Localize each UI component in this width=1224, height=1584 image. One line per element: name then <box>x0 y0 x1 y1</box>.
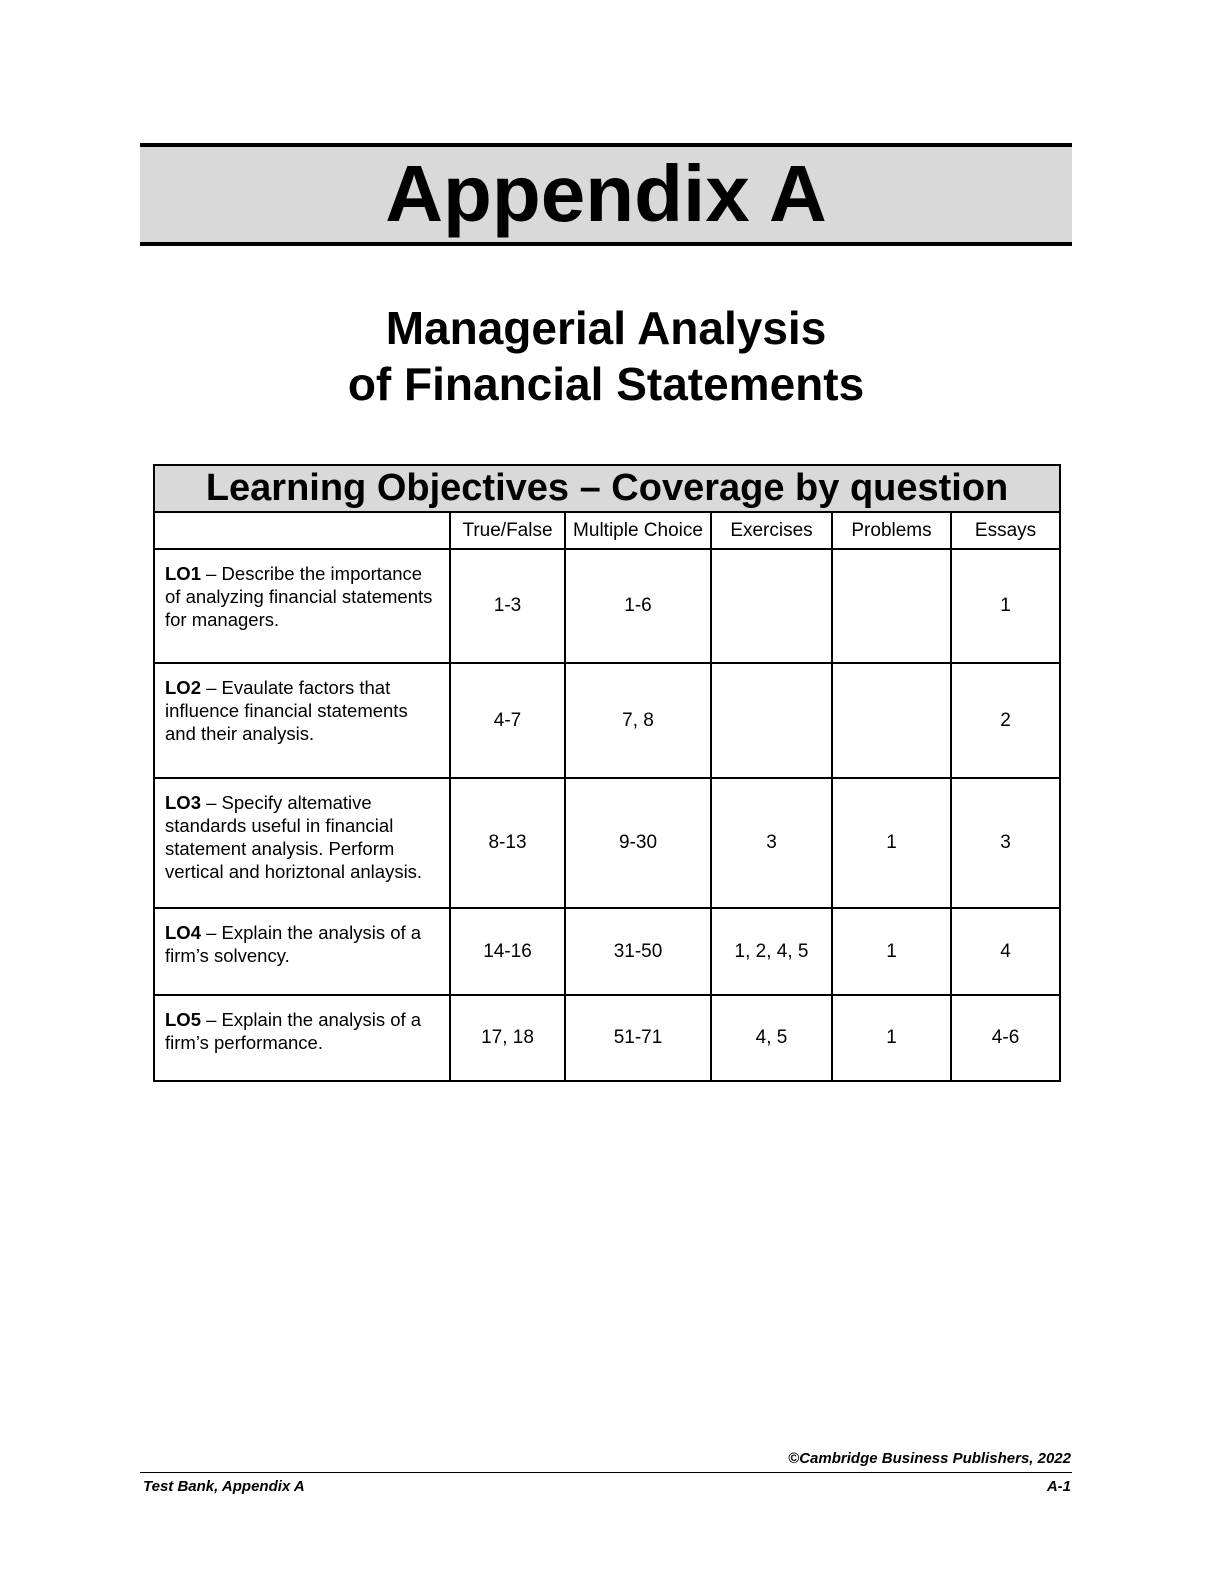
learning-objective-cell <box>154 549 450 663</box>
column-header-essays: Essays <box>951 512 1060 549</box>
multiple-choice-cell: 7, 8 <box>565 663 711 778</box>
chapter-banner <box>140 143 1072 246</box>
lo-code: LO1 <box>165 563 201 584</box>
exercises-cell <box>711 663 832 778</box>
essays-cell: 1 <box>951 549 1060 663</box>
multiple-choice-cell: 31-50 <box>565 908 711 995</box>
problems-cell: 1 <box>832 908 951 995</box>
page-subtitle <box>140 300 1072 412</box>
subtitle-line-1: Managerial Analysis <box>385 302 827 354</box>
learning-objective-cell <box>154 663 450 778</box>
essays-cell: 2 <box>951 663 1060 778</box>
lo-code: LO3 <box>165 792 201 813</box>
lo-description: – Evaulate factors that influence financial statements and their analysis. <box>165 677 408 744</box>
problems-cell: 1 <box>832 995 951 1081</box>
essays-cell: 4 <box>951 908 1060 995</box>
coverage-table <box>153 464 1061 1082</box>
multiple-choice-cell: 1-6 <box>565 549 711 663</box>
true-false-cell: 17, 18 <box>450 995 565 1081</box>
page-number: A-1 <box>1046 1478 1071 1495</box>
learning-objective-cell <box>154 778 450 908</box>
true-false-cell: 1-3 <box>450 549 565 663</box>
lo-code: LO5 <box>165 1009 201 1030</box>
subtitle-line-2: of Financial Statements <box>347 358 865 410</box>
exercises-cell: 3 <box>711 778 832 908</box>
footer-divider <box>140 1472 1072 1473</box>
multiple-choice-cell: 51-71 <box>565 995 711 1081</box>
table-title: Learning Objectives – Coverage by question <box>154 465 1060 512</box>
true-false-cell: 8-13 <box>450 778 565 908</box>
table-row <box>154 908 1060 995</box>
table-row <box>154 995 1060 1081</box>
multiple-choice-cell: 9-30 <box>565 778 711 908</box>
footer-source: Test Bank, Appendix A <box>143 1478 305 1495</box>
copyright-notice: ©Cambridge Business Publishers, 2022 <box>788 1450 1071 1467</box>
column-header-exercises: Exercises <box>711 512 832 549</box>
column-header-true-false: True/False <box>450 512 565 549</box>
lo-code: LO2 <box>165 677 201 698</box>
column-header-problems: Problems <box>832 512 951 549</box>
exercises-cell: 4, 5 <box>711 995 832 1081</box>
essays-cell: 4-6 <box>951 995 1060 1081</box>
lo-description: – Explain the analysis of a firm’s solvency. <box>165 922 422 966</box>
essays-cell: 3 <box>951 778 1060 908</box>
lo-code: LO4 <box>165 922 201 943</box>
table-row <box>154 663 1060 778</box>
lo-description: – Describe the importance of analyzing financial statements for managers. <box>165 563 433 630</box>
problems-cell: 1 <box>832 778 951 908</box>
learning-objective-cell <box>154 908 450 995</box>
column-header-multiple-choice: Multiple Choice <box>565 512 711 549</box>
exercises-cell: 1, 2, 4, 5 <box>711 908 832 995</box>
true-false-cell: 14-16 <box>450 908 565 995</box>
problems-cell <box>832 549 951 663</box>
table-row <box>154 549 1060 663</box>
table-row <box>154 778 1060 908</box>
true-false-cell: 4-7 <box>450 663 565 778</box>
problems-cell <box>832 663 951 778</box>
table-header-row <box>154 512 1060 549</box>
lo-description: – Specify altemative standards useful in financial statement analysis. Perform vertical and horiztonal anlaysis. <box>165 792 423 882</box>
table-title-row <box>154 465 1060 512</box>
chapter-title: Appendix A <box>385 148 827 238</box>
exercises-cell <box>711 549 832 663</box>
column-header-objective <box>154 512 450 549</box>
lo-description: – Explain the analysis of a firm’s performance. <box>165 1009 422 1053</box>
learning-objective-cell <box>154 995 450 1081</box>
